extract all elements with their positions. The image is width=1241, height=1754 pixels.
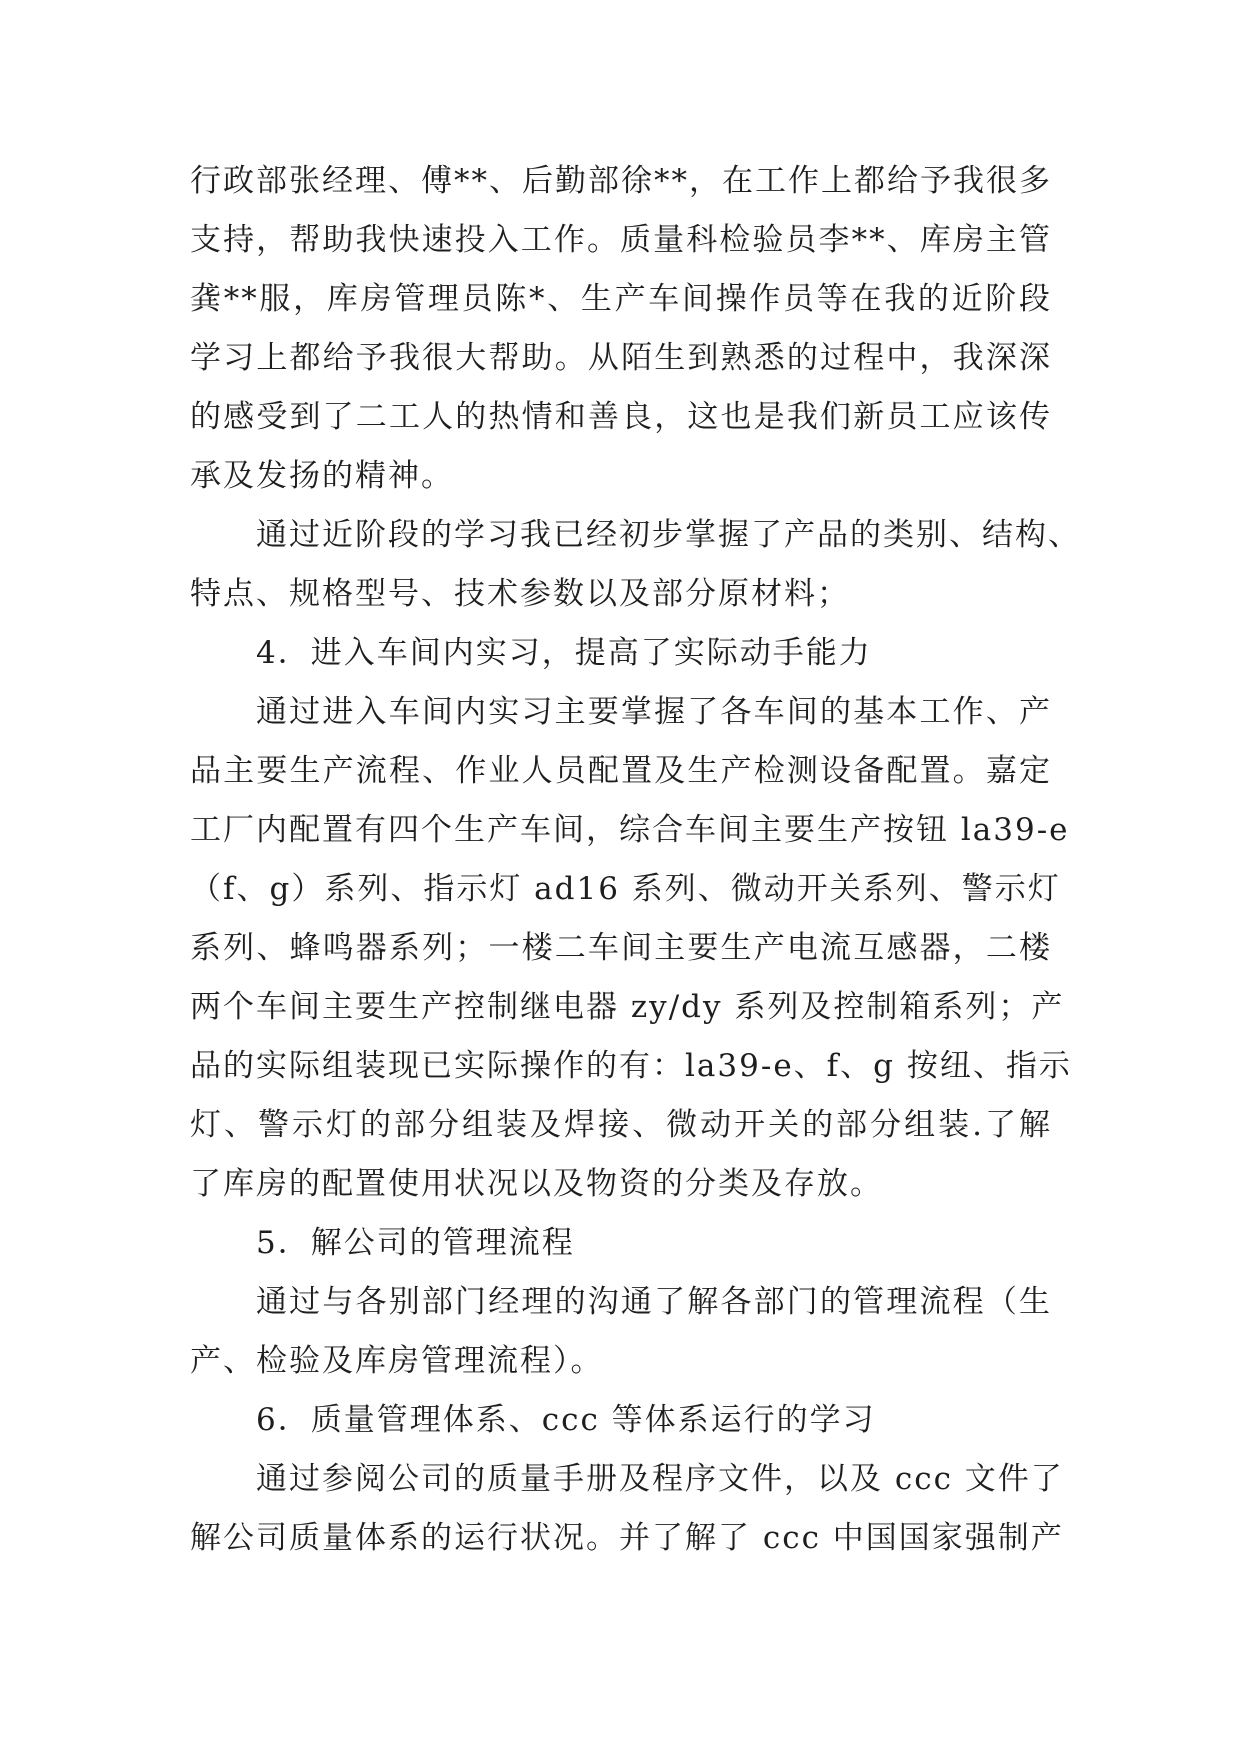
text-line: （f、g）系列、指示灯 ad16 系列、微动开关系列、警示灯	[190, 871, 1061, 907]
text-line: 两个车间主要生产控制继电器 zy/dy 系列及控制箱系列；产	[190, 989, 1065, 1025]
text-line: 工厂内配置有四个生产车间，综合车间主要生产按钮 la39-e	[190, 812, 1070, 848]
text-line: 品的实际组装现已实际操作的有：la39-e、f、g 按纽、指示	[190, 1048, 1072, 1084]
text-line: 通过参阅公司的质量手册及程序文件，以及 ccc 文件了	[256, 1461, 1064, 1497]
text-line: 系列、蜂鸣器系列；一楼二车间主要生产电流互感器，二楼	[190, 930, 1052, 966]
text-line: 承及发扬的精神。	[190, 458, 454, 494]
text-line: 5．解公司的管理流程	[256, 1225, 575, 1261]
text-line: 学习上都给予我很大帮助。从陌生到熟悉的过程中，我深深	[190, 340, 1052, 376]
text-line: 4．进入车间内实习，提高了实际动手能力	[256, 635, 872, 671]
text-line: 通过近阶段的学习我已经初步掌握了产品的类别、结构、	[256, 517, 1081, 553]
text-line: 支持，帮助我快速投入工作。质量科检验员李**、库房主管	[190, 222, 1052, 258]
text-line: 龚**服，库房管理员陈*、生产车间操作员等在我的近阶段	[190, 281, 1052, 317]
text-line: 品主要生产流程、作业人员配置及生产检测设备配置。嘉定	[190, 753, 1052, 789]
text-line: 灯、警示灯的部分组装及焊接、微动开关的部分组装.了解	[190, 1107, 1052, 1143]
text-line: 解公司质量体系的运行状况。并了解了 ccc 中国国家强制产	[190, 1520, 1064, 1556]
text-line: 6．质量管理体系、ccc 等体系运行的学习	[256, 1402, 876, 1438]
text-line: 的感受到了二工人的热情和善良，这也是我们新员工应该传	[190, 399, 1052, 435]
text-line: 产、检验及库房管理流程）。	[190, 1343, 604, 1379]
text-line: 通过与各别部门经理的沟通了解各部门的管理流程（生	[256, 1284, 1052, 1320]
text-line: 通过进入车间内实习主要掌握了各车间的基本工作、产	[256, 694, 1052, 730]
document-body	[190, 152, 1081, 1568]
text-line: 了库房的配置使用状况以及物资的分类及存放。	[190, 1166, 883, 1202]
text-line: 行政部张经理、傅**、后勤部徐**，在工作上都给予我很多	[190, 163, 1052, 199]
text-line: 特点、规格型号、技术参数以及部分原材料；	[190, 576, 850, 612]
